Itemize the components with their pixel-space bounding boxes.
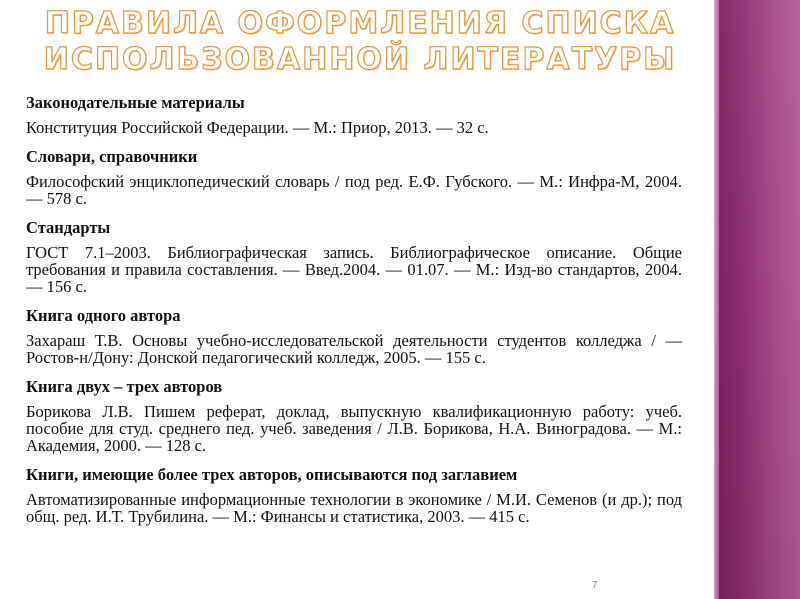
section-heading-standards: Стандарты [26, 218, 111, 237]
section-heading-dictionaries: Словари, справочники [26, 147, 198, 166]
section-heading-legislation: Законодательные материалы [26, 93, 245, 112]
bibliography-list [26, 94, 682, 525]
section-heading-two-three-authors: Книга двух – трех авторов [26, 377, 223, 396]
decorative-side-panel [714, 0, 800, 599]
entry-legislation: Конституция Российской Федерации. — М.: Приор, 2013. — 32 с. [26, 118, 489, 137]
slide-title [20, 6, 700, 78]
title-line-1: ПРАВИЛА ОФОРМЛЕНИЯ СПИСКА [44, 6, 676, 41]
title-line-2: ИСПОЛЬЗОВАННОЙ ЛИТЕРАТУРЫ [43, 42, 677, 77]
section-heading-single-author: Книга одного автора [26, 306, 181, 325]
section-heading-many-authors: Книги, имеющие более трех авторов, описываются под заглавием [26, 465, 518, 484]
entry-many-authors: Автоматизированные информационные технологии в экономике / М.И. Семенов (и др.); под общ. ред. И.Т. Трубилина. — М.: Финансы и статистика, 2003. — 415 с. [26, 490, 682, 526]
entry-standards: ГОСТ 7.1–2003. Библиографическая запись. Библиографическое описание. Общие требования и правила составления. — Введ.2004. — 01.07. — М.: Изд-во стандартов, 2004. — 156 с. [26, 243, 682, 296]
entry-dictionaries: Философский энциклопедический словарь / под ред. Е.Ф. Губского. — М.: Инфра-М, 2004. — 578 с. [26, 172, 682, 208]
entry-single-author: Захараш Т.В. Основы учебно-исследовательской деятельности студентов колледжа / — Ростов-н/Дону: Донской педагогический колледж, 2005. — 155 с. [26, 331, 682, 367]
entry-two-three-authors: Борикова Л.В. Пишем реферат, доклад, выпускную квалификационную работу: учеб. пособие для студ. среднего пед. учеб. заведения / Л.В. Борикова, Н.А. Виноградова. — М.: Академия, 2000. — 128 с. [26, 402, 682, 455]
page-number: 7 [592, 580, 598, 591]
